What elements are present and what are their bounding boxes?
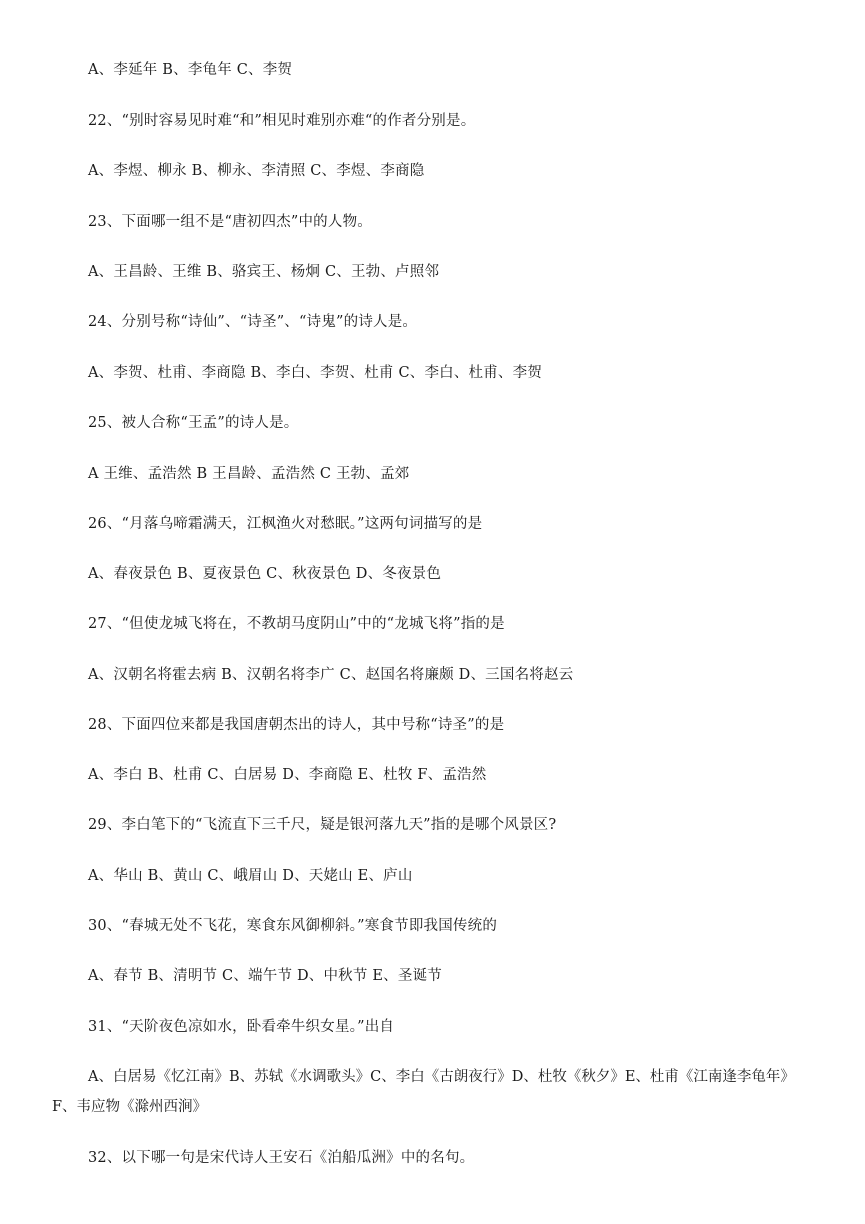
answer-options-24: A、李贺、杜甫、李商隐 B、李白、李贺、杜甫 C、李白、杜甫、李贺 [88,365,543,381]
answer-options-27: A、汉朝名将霍去病 B、汉朝名将李广 C、赵国名将廉颇 D、三国名将赵云 [88,667,574,683]
answer-options-31-line1: A、白居易《忆江南》B、苏轼《水调歌头》C、李白《古朗夜行》D、杜牧《秋夕》E、杜甫《江南逢李龟年》 [88,1069,795,1085]
answer-options-26: A、春夜景色 B、夏夜景色 C、秋夜景色 D、冬夜景色 [88,566,442,582]
question-24: 24、分别号称“诗仙”、“诗圣”、“诗鬼”的诗人是。 [88,314,418,330]
answer-options-31-line2: F、韦应物《滁州西涧》 [52,1099,208,1115]
question-23: 23、下面哪一组不是“唐初四杰”中的人物。 [88,214,372,230]
answer-options-30: A、春节 B、清明节 C、端午节 D、中秋节 E、圣诞节 [88,968,442,984]
question-30: 30、“春城无处不飞花，寒食东风御柳斜。”寒食节即我国传统的 [88,918,498,934]
question-22: 22、“别时容易见时难“和”相见时难别亦难“的作者分别是。 [88,113,476,129]
answer-options-22: A、李煜、柳永 B、柳永、李清照 C、李煜、李商隐 [88,163,425,179]
answer-options-21: A、李延年 B、李龟年 C、李贺 [88,62,293,78]
answer-options-28: A、李白 B、杜甫 C、白居易 D、李商隐 E、杜牧 F、孟浩然 [88,767,487,783]
answer-options-23: A、王昌龄、王维 B、骆宾王、杨炯 C、王勃、卢照邻 [88,264,440,280]
question-27: 27、“但使龙城飞将在，不教胡马度阴山”中的“龙城飞将”指的是 [88,616,505,632]
question-25: 25、被人合称“王孟”的诗人是。 [88,415,299,431]
question-31: 31、“天阶夜色凉如水，卧看牵牛织女星。”出自 [88,1019,395,1035]
question-32: 32、以下哪一句是宋代诗人王安石《泊船瓜洲》中的名句。 [88,1150,475,1166]
answer-options-29: A、华山 B、黄山 C、峨眉山 D、天姥山 E、庐山 [88,868,413,884]
question-28: 28、下面四位来都是我国唐朝杰出的诗人，其中号称“诗圣”的是 [88,717,505,733]
answer-options-25: A 王维、孟浩然 B 王昌龄、孟浩然 C 王勃、孟郊 [88,466,410,482]
question-29: 29、李白笔下的“飞流直下三千尺，疑是银河落九天”指的是哪个风景区? [88,817,557,833]
question-26: 26、“月落乌啼霜满天，江枫渔火对愁眠。”这两句词描写的是 [88,516,483,532]
